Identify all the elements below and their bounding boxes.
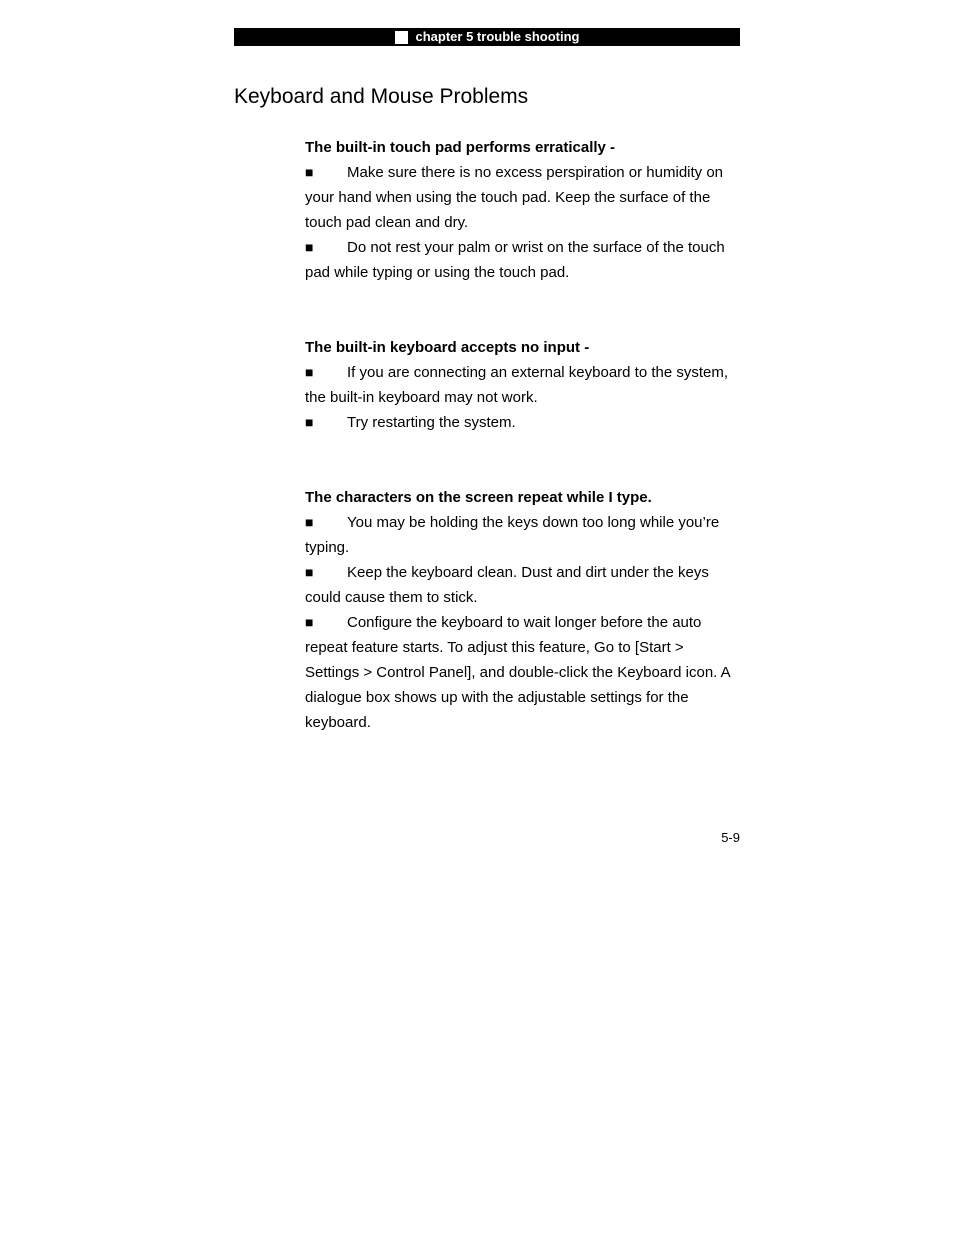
section-keyboard-no-input (305, 335, 741, 435)
page-number: 5-9 (721, 830, 740, 845)
section-heading: The built-in keyboard accepts no input - (305, 339, 590, 356)
bullet-square-icon: ■ (305, 364, 314, 380)
list-item (305, 510, 741, 560)
square-icon (395, 31, 408, 44)
list-item-text: Try restarting the system. (347, 414, 516, 431)
list-item-text: Configure the keyboard to wait longer before the auto repeat feature starts. To adjust this feature, Go to [Start > Settings > Control Panel], and double-click the Keyboard icon. A dialogue box shows up with the adjustable settings for the keyboard. (305, 614, 730, 731)
bullet-square-icon: ■ (305, 514, 314, 530)
list-item-text: Do not rest your palm or wrist on the surface of the touch pad while typing or using the touch pad. (305, 239, 725, 281)
section-touch-pad (305, 135, 741, 285)
chapter-header-bar (234, 28, 740, 46)
page-title: Keyboard and Mouse Problems (234, 85, 529, 108)
section-heading: The characters on the screen repeat while I type. (305, 489, 652, 506)
list-item-text: Keep the keyboard clean. Dust and dirt under the keys could cause them to stick. (305, 564, 709, 606)
section-characters-repeat (305, 485, 741, 735)
bullet-square-icon: ■ (305, 564, 314, 580)
section-heading: The built-in touch pad performs erratically - (305, 139, 616, 156)
troubleshooting-content (305, 135, 741, 785)
list-item-text: Make sure there is no excess perspiration or humidity on your hand when using the touch pad. Keep the surface of the touch pad clean and dry. (305, 164, 724, 231)
list-item (305, 560, 741, 610)
chapter-header-label: chapter 5 trouble shooting (415, 29, 580, 44)
list-item-text: You may be holding the keys down too long while you’re typing. (305, 514, 720, 556)
list-item-text: If you are connecting an external keyboard to the system, the built-in keyboard may not work. (305, 364, 729, 406)
bullet-square-icon: ■ (305, 414, 314, 430)
list-item (305, 410, 741, 435)
bullet-square-icon: ■ (305, 614, 314, 630)
list-item (305, 610, 741, 735)
bullet-square-icon: ■ (305, 164, 314, 180)
list-item (305, 235, 741, 285)
bullet-square-icon: ■ (305, 239, 314, 255)
list-item (305, 360, 741, 410)
list-item (305, 160, 741, 235)
